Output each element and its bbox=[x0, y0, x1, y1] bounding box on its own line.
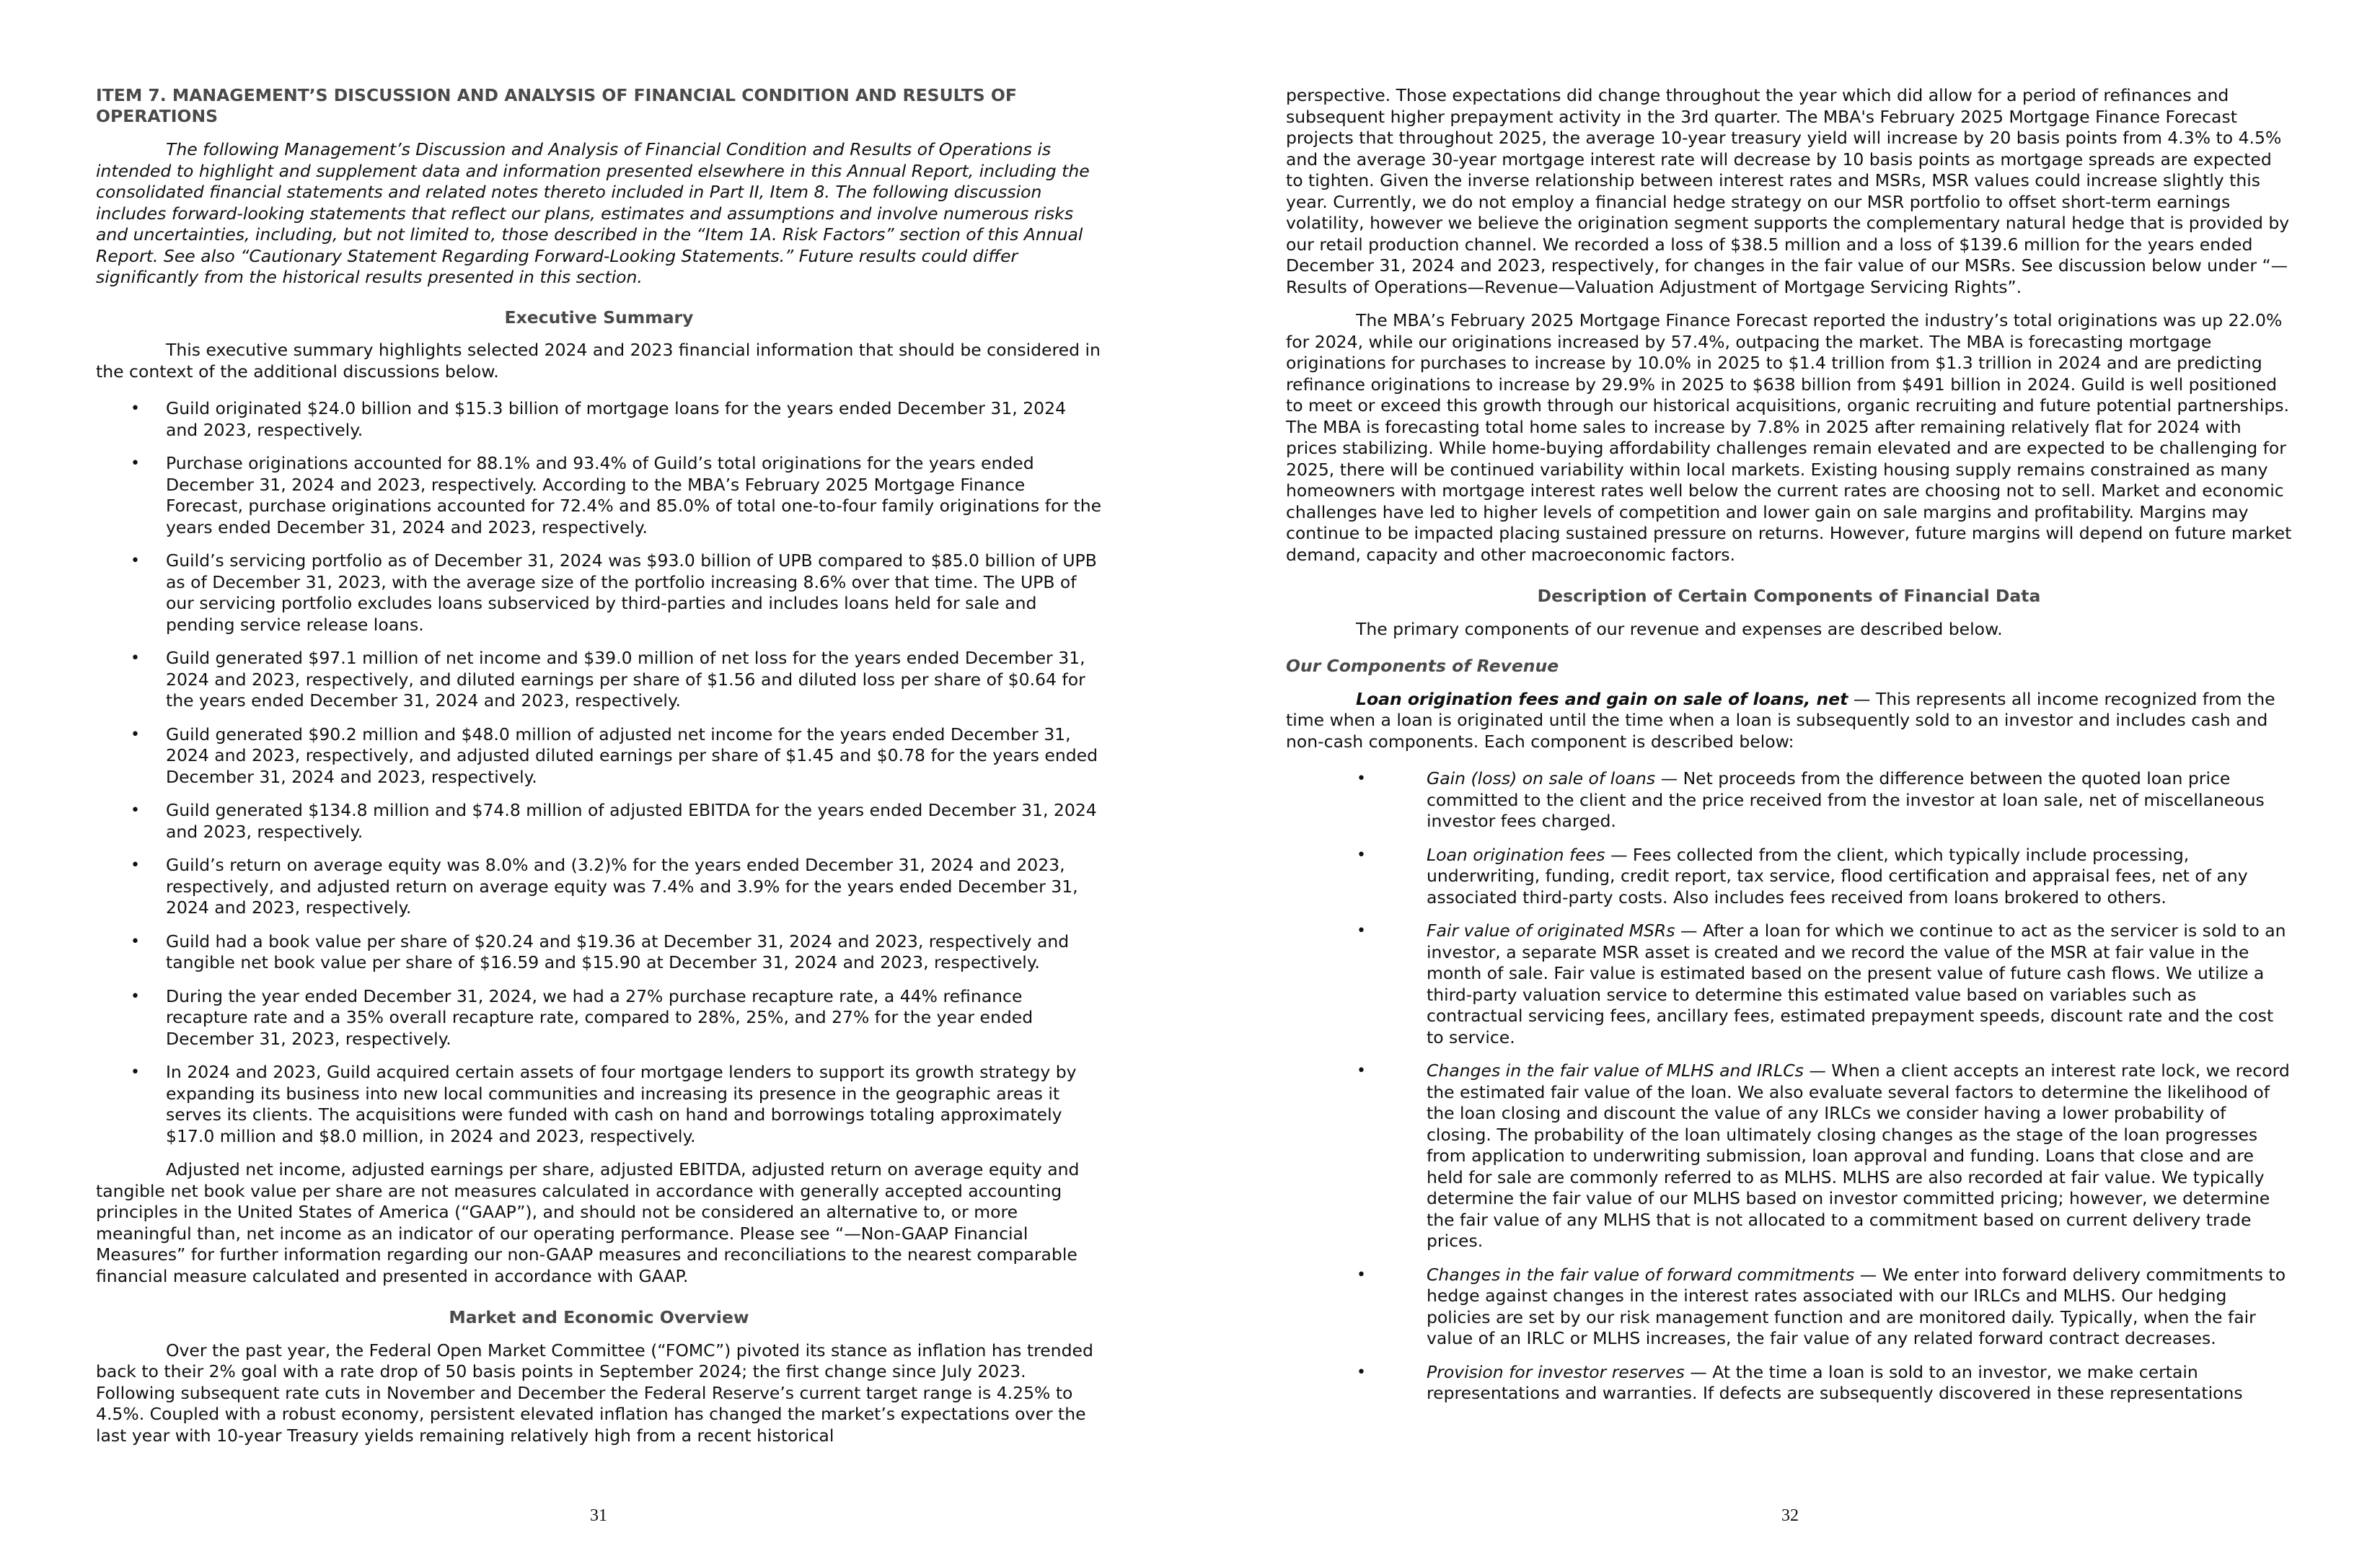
bullet-icon: • bbox=[1357, 845, 1366, 864]
mdna-intro: The following Management’s Discussion and Analysis of Financial Condition and Results of Operations is intended to highlight and supplement data and information presented elsewhere in this Annual Report, including the consolidated financial statements and related notes thereto included in Part II, Item 8. The following discussion includes forward-looking statements that reflect our plans, estimates and assumptions and involve numerous risks and uncertainties, including, but not limited to, those described in the “Item 1A. Risk Factors” section of this Annual Report. See also “Cautionary Statement Regarding Forward-Looking Statements.” Future results could differ significantly from the historical results presented in this section. bbox=[96, 139, 1090, 287]
list-item: • Purchase originations accounted for 88.1% and 93.4% of Guild’s total originations for the years ended December 31, 2024 and 2023, respectively. According to the MBA’s February 2025 Mortgage Finance Forecast, purchase originations accounted for 72.4% and 85.0% of total one-to-four family originations for the years ended December 31, 2024 and 2023, respectively. bbox=[131, 453, 1102, 537]
executive-summary-heading: Executive Summary bbox=[504, 307, 694, 328]
list-item: • In 2024 and 2023, Guild acquired certain assets of four mortgage lenders to support its growth strategy by expanding its business into new local communities and increasing its presence in the geographic areas it serves its clients. The acquisitions were funded with cash on hand and borrowings totaling approximately $17.0 million and $8.0 million, in 2024 and 2023, respectively. bbox=[131, 1062, 1077, 1146]
page-32 bbox=[1286, 85, 2292, 1417]
list-item: • Fair value of originated MSRs — After a loan for which we continue to act as the servicer is sold to an investor, a separate MSR asset is created and we record the value of the MSR at fair value in the month of sale. Fair value is estimated based on the present value of future cash flows. We utilize a third-party valuation service to determine this estimated value based on variables such as contractual servicing fees, ancillary fees, estimated prepayment speeds, discount rate and the cost to service. bbox=[1357, 921, 2286, 1047]
bullet-icon: • bbox=[1357, 1363, 1366, 1381]
loan-fees-text: — This represents all income recognized from the time when a loan is originated until the time when a loan is subsequently sold to an investor and includes cash and non-cash components. Each component is described below: bbox=[1286, 688, 2275, 752]
executive-summary-lead: This executive summary highlights selected 2024 and 2023 financial information that should be considered in the context of the additional discussions below. bbox=[96, 340, 1101, 382]
page-number-left: 31 bbox=[590, 1506, 607, 1525]
bullet-icon: • bbox=[131, 801, 140, 820]
components-heading: Description of Certain Components of Financial Data bbox=[1537, 586, 2041, 606]
list-item: • Guild’s return on average equity was 8.0% and (3.2)% for the years ended December 31, 2024 and 2023, respectively, and adjusted return on average equity was 7.4% and 3.9% for the years ended December 31, 2024 and 2023, respectively. bbox=[131, 855, 1078, 918]
page-number-right: 32 bbox=[1781, 1506, 1799, 1525]
market-overview-heading: Market and Economic Overview bbox=[449, 1307, 749, 1327]
bullet-icon: • bbox=[131, 454, 140, 473]
market-overview-paragraph: Over the past year, the Federal Open Market Committee (“FOMC”) pivoted its stance as inflation has trended back to their 2% goal with a rate drop of 50 basis points in September 2024; the first change since July 2023. Following subsequent rate cuts in November and December the Federal Reserve’s current target range is 4.25% to 4.5%. Coupled with a robust economy, persistent elevated inflation has changed the market’s expectations over the last year with 10-year Treasury yields remaining relatively high from a recent historical bbox=[96, 1340, 1093, 1446]
components-lead: The primary components of our revenue and expenses are described below. bbox=[1356, 618, 2003, 639]
bullet-icon: • bbox=[131, 649, 140, 667]
list-item: • Changes in the fair value of forward commitments — We enter into forward delivery commitments to hedge against changes in the interest rates associated with our IRLCs and MLHS. Our hedging policies are set by our risk management function and are monitored daily. Typically, when the fair value of an IRLC or MLHS increases, the fair value of any related forward contract decreases. bbox=[1357, 1264, 2286, 1348]
executive-summary-list bbox=[96, 398, 1102, 1147]
bullet-icon: • bbox=[131, 856, 140, 874]
page-31 bbox=[96, 85, 1102, 1459]
bullet-icon: • bbox=[131, 400, 140, 418]
list-item: • Changes in the fair value of MLHS and IRLCs — When a client accepts an interest rate lock, we record the estimated fair value of the loan. We also evaluate several factors to determine the likelihood of the loan closing and discount the value of any IRLCs we consider having a lower probability of closing. The probability of the loan ultimately closing changes as the stage of the loan progresses from application to underwriting submission, loan approval and funding. Loans that close and are held for sale are commonly referred to as MLHS. MLHS are also recorded at fair value. We typically determine the fair value of our MLHS based on investor committed pricing; however, we determine the fair value of any MLHS that is not allocated to a commitment based on current delivery trade prices. bbox=[1357, 1060, 2290, 1251]
bullet-icon: • bbox=[1357, 922, 1366, 940]
revenue-components-heading: Our Components of Revenue bbox=[1286, 656, 1559, 676]
list-item: • Guild originated $24.0 billion and $15.3 billion of mortgage loans for the years ended December 31, 2024 and 2023, respectively. bbox=[131, 398, 1067, 440]
non-gaap-note: Adjusted net income, adjusted earnings per share, adjusted EBITDA, adjusted return on average equity and tangible net book value per share are not measures calculated in accordance with generally accepted accounting principles in the United States of America (“GAAP”), and should not be considered an alternative to, or more meaningful than, net income as an indicator of our operating performance. Please see “—Non-GAAP Financial Measures” for further information regarding our non-GAAP measures and reconciliations to the nearest comparable financial measure calculated and presented in accordance with GAAP. bbox=[96, 1159, 1080, 1286]
bullet-icon: • bbox=[131, 552, 140, 570]
list-item: • Guild had a book value per share of $20.24 and $19.36 at December 31, 2024 and 2023, respectively and tangible net book value per share of $16.59 and $15.90 at December 31, 2024 and 2023, respectively. bbox=[131, 931, 1070, 972]
list-item: • Provision for investor reserves — At the time a loan is sold to an investor, we make certain representations and warranties. If defects are subsequently discovered in these representations bbox=[1357, 1361, 2243, 1403]
bullet-icon: • bbox=[131, 725, 140, 744]
bullet-icon: • bbox=[131, 932, 140, 951]
list-item: • During the year ended December 31, 2024, we had a 27% purchase recapture rate, a 44% refinance recapture rate and a 35% overall recapture rate, compared to 28%, 25%, and 27% for the year ended December 31, 2023, respectively. bbox=[131, 985, 1033, 1049]
mba-forecast-paragraph: The MBA’s February 2025 Mortgage Finance Forecast reported the industry’s total originations was up 22.0% for 2024, while our originations increased by 57.4%, outpacing the market. The MBA is forecasting mortgage originations for purchases to increase by 10.0% in 2025 to $1.4 trillion from $1.3 trillion in 2024 and are predicting refinance originations to increase by 29.9% in 2025 to $638 billion from $491 billion in 2024. Guild is well positioned to meet or exceed this growth through our historical acquisitions, organic recruiting and future potential partnerships. The MBA is forecasting total home sales to increase by 7.8% in 2025 after remaining relatively flat for 2024 with prices stabilizing. While home-buying affordability challenges remain elevated and are expected to be challenging for 2025, there will be continued variability within local markets. Existing housing supply remains constrained as many homeowners with mortgage interest rates well below the current rates are choosing not to sell. Market and economic challenges have led to higher levels of competition and lower gain on sale margins and profitability. Margins may continue to be impacted placing sustained pressure on returns. However, future margins will depend on future market demand, capacity and other macroeconomic factors. bbox=[1286, 310, 2292, 565]
list-item: • Guild generated $97.1 million of net income and $39.0 million of net loss for the years ended December 31, 2024 and 2023, respectively, and diluted earnings per share of $1.56 and diluted loss per share of $0.64 for the years ended December 31, 2024 and 2023, respectively. bbox=[131, 648, 1085, 711]
bullet-icon: • bbox=[131, 1063, 140, 1081]
market-overview-continuation: perspective. Those expectations did change throughout the year which did allow for a period of refinances and subsequent higher prepayment activity in the 3rd quarter. The MBA's February 2025 Mortgage Finance Forecast projects that throughout 2025, the average 10-year treasury yield will increase by 20 basis points from 4.3% to 4.5% and the average 30-year mortgage interest rate will decrease by 10 basis points as mortgage spreads are expected to tighten. Given the inverse relationship between interest rates and MSRs, MSR values could increase slightly this year. Currently, we do not employ a financial hedge strategy on our MSR portfolio to offset short-term earnings volatility, however we believe the origination segment supports the complementary natural hedge that is provided by our retail production channel. We recorded a loss of $38.5 million and a loss of $139.6 million for the years ended December 31, 2024 and 2023, respectively, for changes in the fair value of our MSRs. See discussion below under “—Results of Operations—Revenue—Valuation Adjustment of Mortgage Servicing Rights”. bbox=[1286, 85, 2290, 297]
bullet-icon: • bbox=[1357, 1062, 1366, 1080]
bullet-icon: • bbox=[1357, 770, 1366, 788]
list-item: • Guild’s servicing portfolio as of December 31, 2024 was $93.0 billion of UPB compared to $85.0 billion of UPB as of December 31, 2023, with the average size of the portfolio increasing 8.6% over that time. The UPB of our servicing portfolio excludes loans subserviced by third-parties and includes loans held for sale and pending service release loans. bbox=[131, 550, 1097, 635]
list-item: • Gain (loss) on sale of loans — Net proceeds from the difference between the quoted loan price committed to the client and the price received from the investor at loan sale, net of miscellaneous investor fees charged. bbox=[1357, 768, 2265, 831]
bullet-icon: • bbox=[131, 987, 140, 1006]
loan-fees-paragraph bbox=[1286, 689, 2292, 753]
list-item: • Guild generated $134.8 million and $74.8 million of adjusted EBITDA for the years ended December 31, 2024 and 2023, respectively. bbox=[131, 800, 1097, 842]
item-7-heading: ITEM 7. MANAGEMENT’S DISCUSSION AND ANALYSIS OF FINANCIAL CONDITION AND RESULTS OF OPERATIONS bbox=[96, 85, 1017, 126]
list-item: • Guild generated $90.2 million and $48.0 million of adjusted net income for the years ended December 31, 2024 and 2023, respectively, and adjusted diluted earnings per share of $1.45 and $0.78 for the years ended December 31, 2024 and 2023, respectively. bbox=[131, 724, 1098, 787]
bullet-icon: • bbox=[1357, 1265, 1366, 1284]
list-item: • Loan origination fees — Fees collected from the client, which typically include processing, underwriting, funding, credit report, tax service, flood certification and appraisal fees, net of any associated third-party costs. Also includes fees received from loans brokered to others. bbox=[1357, 844, 2248, 908]
loan-fees-title: Loan origination fees and gain on sale of loans, net bbox=[1356, 688, 1848, 709]
revenue-components-list bbox=[1286, 768, 2292, 1405]
